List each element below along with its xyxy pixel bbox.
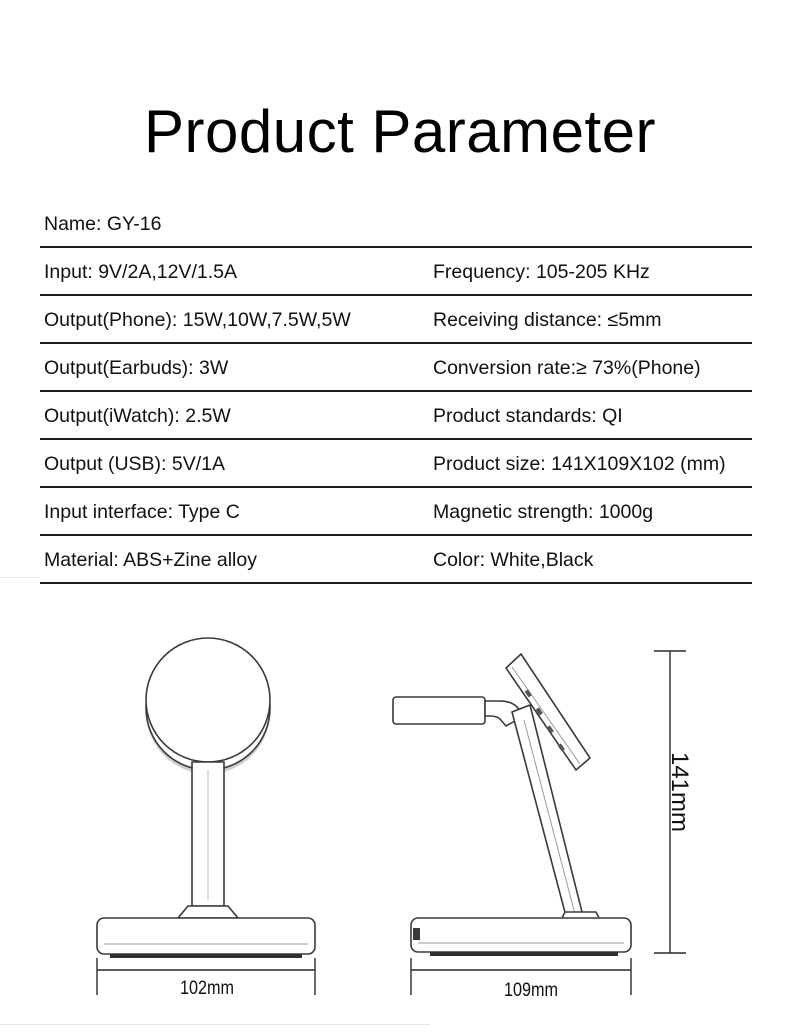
spec-name: Name: GY-16 <box>44 213 162 235</box>
spec-product-standards: Product standards: QI <box>433 405 623 427</box>
spec-material: Material: ABS+Zine alloy <box>44 549 257 571</box>
spec-output-iwatch: Output(iWatch): 2.5W <box>44 405 231 427</box>
spec-input-interface: Input interface: Type C <box>44 501 240 523</box>
spec-magnetic-strength: Magnetic strength: 1000g <box>433 501 654 523</box>
spec-frequency: Frequency: 105-205 KHz <box>433 261 650 283</box>
spec-conversion-rate: Conversion rate:≥ 73%(Phone) <box>433 357 701 379</box>
front-view-drawing <box>97 638 315 958</box>
height-label: 141mm <box>666 752 693 833</box>
spec-input: Input: 9V/2A,12V/1.5A <box>44 261 237 283</box>
side-width-label: 109mm <box>504 980 558 1001</box>
spec-output-usb: Output (USB): 5V/1A <box>44 453 225 475</box>
page-title: Product Parameter <box>143 98 657 165</box>
side-view-drawing <box>393 654 631 956</box>
spec-output-earbuds: Output(Earbuds): 3W <box>44 357 229 379</box>
spec-receiving-distance: Receiving distance: ≤5mm <box>433 309 662 331</box>
spec-color: Color: White,Black <box>433 549 594 571</box>
front-width-label: 102mm <box>180 978 234 999</box>
spec-product-size: Product size: 141X109X102 (mm) <box>433 453 726 475</box>
spec-output-phone: Output(Phone): 15W,10W,7.5W,5W <box>44 309 351 331</box>
